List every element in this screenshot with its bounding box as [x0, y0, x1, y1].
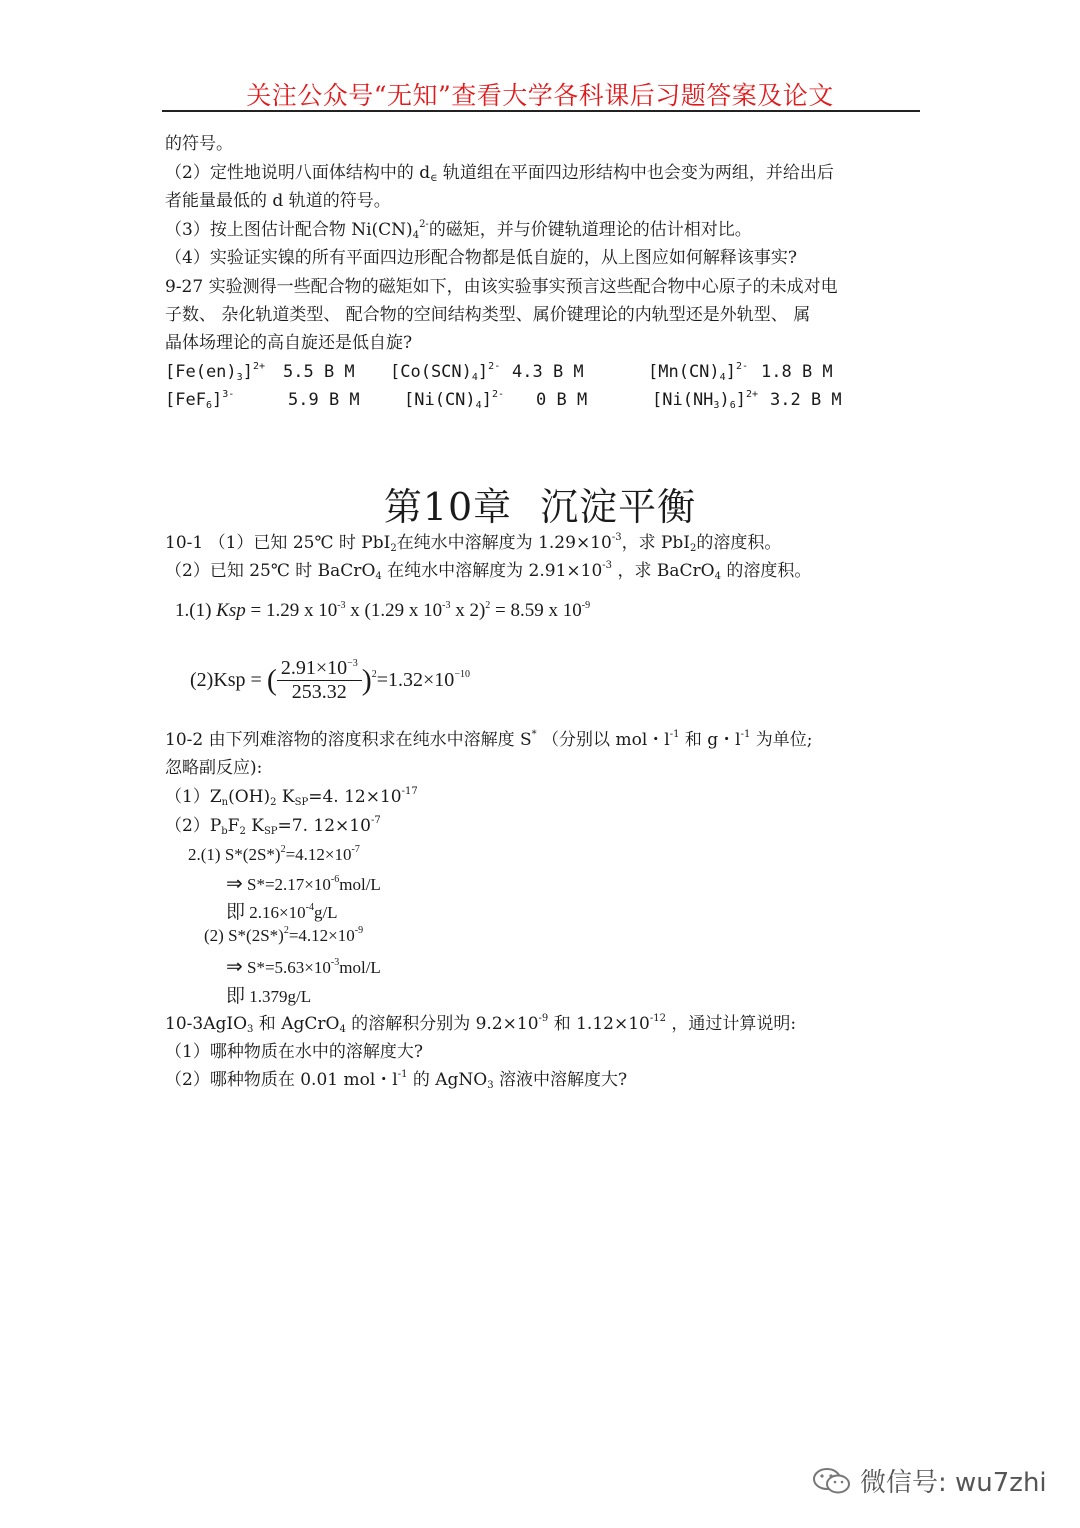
complex-entry: $[Ni(NH_3)_6]^{2+}$: [652, 389, 759, 411]
text-line: （4）实验证实镍的所有平面四边形配合物都是低自旋的，从上图应如何解释该事实?: [165, 248, 797, 268]
complex-entry: $[Fe(en)_3]^{2+}$: [165, 361, 265, 383]
question-10-2-line: $(1)Z_n(OH)_2$ $K_{SP}=4$. $12\times 10^{-17}$: [165, 786, 418, 808]
text-line: （2）定性地说明八面体结构中的 $d_\in$ 轨道组在平面四边形结构中也会变为两组，并给出后: [165, 163, 834, 184]
question-10-3-line: 10-3AgIO$_3$ 和 AgCrO$_4$ 的溶解积分别为 $9.2\times 10^{-9}$ 和 $1.12\times 10^{-12}$ ，通过计算说明:: [165, 1013, 797, 1035]
magnetic-moment: 3.2 B M: [770, 390, 842, 410]
text-line: 子数、 杂化轨道类型、 配合物的空间结构类型、属价键理论的内轨型还是外轨型、 属: [165, 305, 811, 325]
header-divider: [162, 110, 920, 112]
implies-arrow: ⇒: [226, 956, 243, 978]
question-10-2-line: 10-2 由下列难溶物的溶度积求在纯水中溶解度 S* （分别以 mol・$l^{-1}$ 和 g・$l^{-1}$ 为单位;: [165, 729, 813, 750]
chapter-title: 第10章 沉淀平衡: [383, 485, 697, 529]
magnetic-moment: 0 B M: [536, 390, 588, 410]
question-10-1-line: （2）已知 25℃ 时 BaCrO$_4$ 在纯水中溶解度为 $2.91\times 10^{-3}$ ，求 BaCrO$_4$ 的溶度积。: [165, 560, 812, 582]
page-header-title: 关注公众号“无知”查看大学各科课后习题答案及论文: [246, 81, 834, 110]
watermark-text: 微信号: wu7zhi: [860, 1468, 1047, 1498]
text-line: （3）按上图估计配合物 $Ni(CN)_4^{2-}$的磁矩，并与价键轨道理论的估计相对比。: [165, 219, 752, 241]
complex-entry: $[Ni(CN)_4]^{2-}$: [404, 389, 504, 411]
text-line: 9-27 实验测得一些配合物的磁矩如下，由该实验事实预言这些配合物中心原子的未成对电: [165, 277, 838, 297]
wechat-icon: [812, 1466, 852, 1496]
answer-step: ⇒ $S*=2.17\times 10^{-6}mol/L$: [226, 873, 381, 895]
question-10-2-line: $(2)P_bF_2$ $K_{SP}=7$. $12\times 10^{-7}$: [165, 815, 381, 837]
answer-step: 即 $2.16\times 10^{-4}g/L$: [226, 902, 338, 923]
magnetic-moment: 1.8 B M: [761, 362, 833, 382]
text-line: 的符号。: [165, 134, 233, 154]
question-10-2-line: 忽略副反应):: [165, 758, 263, 778]
answer-step: ⇒ $S*=5.63\times 10^{-3}mol/L$: [226, 956, 381, 978]
implies-arrow: ⇒: [226, 873, 243, 895]
question-10-3-line: （2）哪种物质在 0.01 mol・$l^{-1}$ 的 AgNO$_3$ 溶液中溶解度大?: [165, 1069, 628, 1091]
complex-entry: $[Mn(CN)_4]^{2-}$: [648, 361, 748, 383]
magnetic-moment: 5.5 B M: [283, 362, 355, 382]
complex-entry: $[FeF_6]^{3-}$: [165, 389, 235, 411]
question-10-3-line: （1）哪种物质在水中的溶解度大?: [165, 1042, 423, 1062]
answer-formula: 1.(1) Ksp = 1.29 x $10^{-3}$ x (1.29 x $10^{-3}$ x 2)$^2$ = 8.59 x $10^{-9}$: [175, 600, 591, 621]
answer-step: (2) $S*(2S*)^2=4.12\times 10^{-9}$: [204, 925, 364, 945]
text-line: 者能量最低的 d 轨道的符号。: [165, 191, 391, 211]
complex-entry: $[Co(SCN)_4]^{2-}$: [390, 361, 501, 383]
answer-step: 2.(1) $S*(2S*)^2=4.12\times 10^{-7}$: [188, 844, 360, 864]
text-line: 晶体场理论的高自旋还是低自旋?: [165, 333, 413, 353]
answer-formula: (2)Ksp = ( $\frac{2.91\times 10^{-3}}{253.32}$ )$^2=1.32\times 10^{-10}$: [190, 657, 470, 703]
wechat-watermark: [812, 1462, 1047, 1499]
question-10-1-line: 10-1 （1）已知 25℃ 时 PbI$_2$在纯水中溶解度为 $1.29\times 10^{-3}$，求 PbI$_2$的溶度积。: [165, 532, 782, 554]
magnetic-moment: 5.9 B M: [288, 390, 360, 410]
answer-step: 即 1.379g/L: [226, 986, 312, 1007]
magnetic-moment: 4.3 B M: [512, 362, 584, 382]
